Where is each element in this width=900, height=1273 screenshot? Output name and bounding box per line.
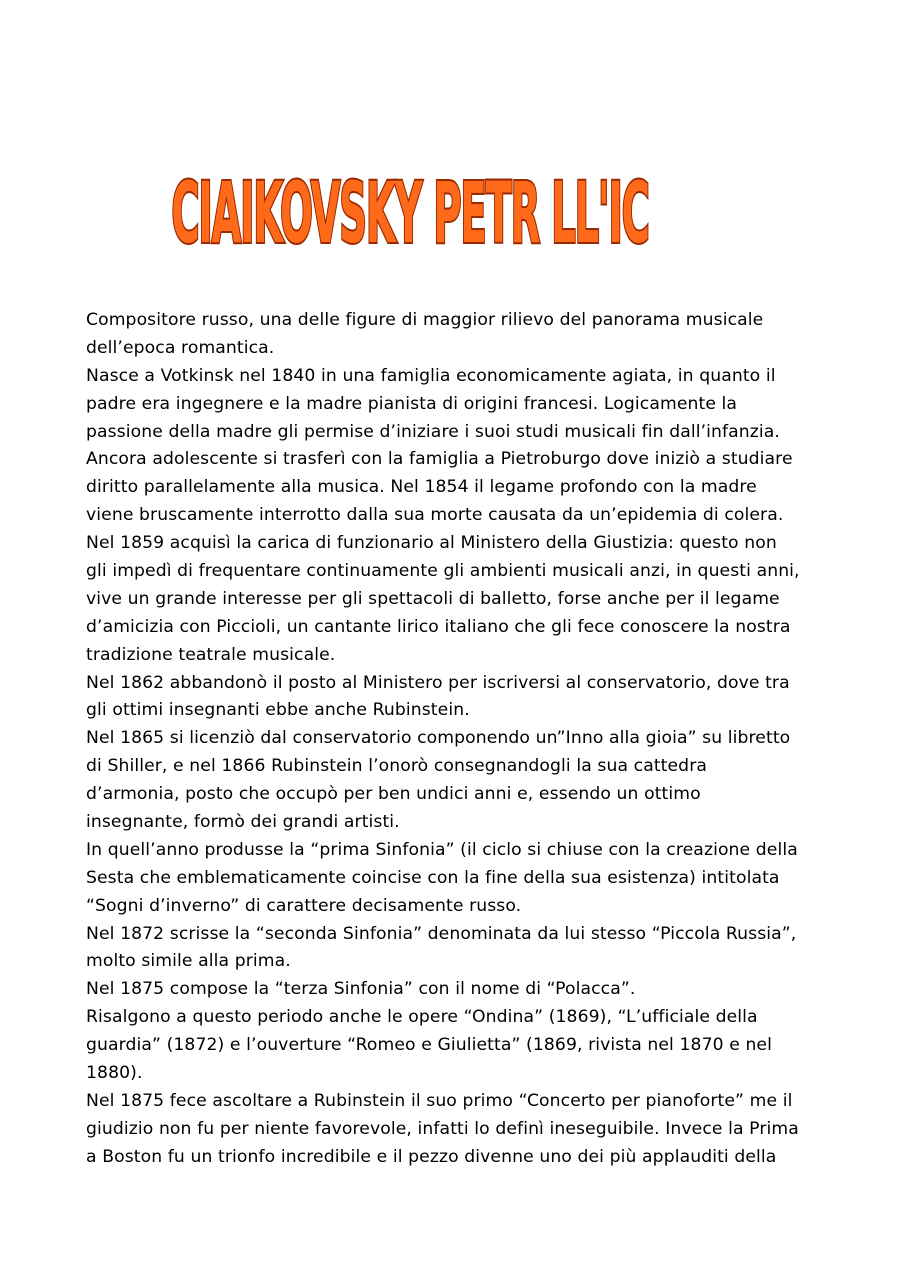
- text-line: Nel 1859 acquisì la carica di funzionario al Ministero della Giustizia: questo non: [86, 533, 777, 554]
- text-line: In quell’anno produsse la “prima Sinfonia” (il ciclo si chiuse con la creazione della: [86, 839, 798, 860]
- text-line: Compositore russo, una delle figure di maggior rilievo del panorama musicale: [86, 310, 764, 330]
- text-line: di Shiller, e nel 1866 Rubinstein l’onorò consegnandogli la sua cattedra: [86, 756, 707, 777]
- text-line: “Sogni d’inverno” di carattere decisamente russo.: [86, 895, 522, 916]
- title-wordart: [160, 164, 660, 270]
- text-line: vive un grande interesse per gli spettacoli di balletto, forse anche per il legame: [86, 588, 780, 609]
- text-line: Nel 1865 si licenziò dal conservatorio componendo un”Inno alla gioia” su libretto: [86, 728, 791, 749]
- text-line: tradizione teatrale musicale.: [86, 644, 336, 665]
- text-line: giudizio non fu per niente favorevole, infatti lo definì ineseguibile. Invece la Prima: [86, 1118, 799, 1139]
- text-line: dell’epoca romantica.: [86, 337, 275, 358]
- text-line: d’amicizia con Piccioli, un cantante lirico italiano che gli fece conoscere la nostra: [86, 616, 791, 637]
- text-line: molto simile alla prima.: [86, 951, 291, 972]
- text-line: Nel 1875 fece ascoltare a Rubinstein il suo primo “Concerto per pianoforte” me il: [86, 1090, 793, 1111]
- document-title: [160, 164, 660, 270]
- text-line: Nel 1875 compose la “terza Sinfonia” con il nome di “Polacca”.: [86, 979, 636, 1000]
- text-line: Ancora adolescente si trasferì con la famiglia a Pietroburgo dove iniziò a studiare: [86, 449, 793, 470]
- title-text: CIAIKOVSKY PETR LL'IC: [171, 164, 649, 263]
- text-line: d’armonia, posto che occupò per ben undici anni e, essendo un ottimo: [86, 784, 701, 805]
- text-line: 1880).: [86, 1063, 143, 1084]
- text-line: Sesta che emblematicamente coincise con la fine della sua esistenza) intitolata: [86, 867, 780, 888]
- body-paragraph: [86, 307, 826, 1172]
- text-line: gli ottimi insegnanti ebbe anche Rubinstein.: [86, 700, 470, 721]
- text-line: Nel 1872 scrisse la “seconda Sinfonia” denominata da lui stesso “Piccola Russia”,: [86, 923, 797, 944]
- text-line: diritto parallelamente alla musica. Nel 1854 il legame profondo con la madre: [86, 477, 757, 498]
- text-line: guardia” (1872) e l’ouverture “Romeo e Giulietta” (1869, rivista nel 1870 e nel: [86, 1035, 772, 1056]
- text-line: Nel 1862 abbandonò il posto al Ministero per iscriversi al conservatorio, dove tra: [86, 672, 790, 693]
- text-line: insegnante, formò dei grandi artisti.: [86, 812, 400, 833]
- text-line: passione della madre gli permise d’iniziare i suoi studi musicali fin dall’infanzia.: [86, 421, 780, 442]
- text-line: Risalgono a questo periodo anche le opere “Ondina” (1869), “L’ufficiale della: [86, 1007, 758, 1028]
- text-line: viene bruscamente interrotto dalla sua morte causata da un’epidemia di colera.: [86, 505, 784, 526]
- text-line: gli impedì di frequentare continuamente gli ambienti musicali anzi, in questi anni,: [86, 561, 800, 582]
- text-line: a Boston fu un trionfo incredibile e il pezzo divenne uno dei più applauditi della: [86, 1146, 777, 1167]
- text-line: Nasce a Votkinsk nel 1840 in una famiglia economicamente agiata, in quanto il: [86, 365, 776, 386]
- text-line: padre era ingegnere e la madre pianista di origini francesi. Logicamente la: [86, 393, 738, 414]
